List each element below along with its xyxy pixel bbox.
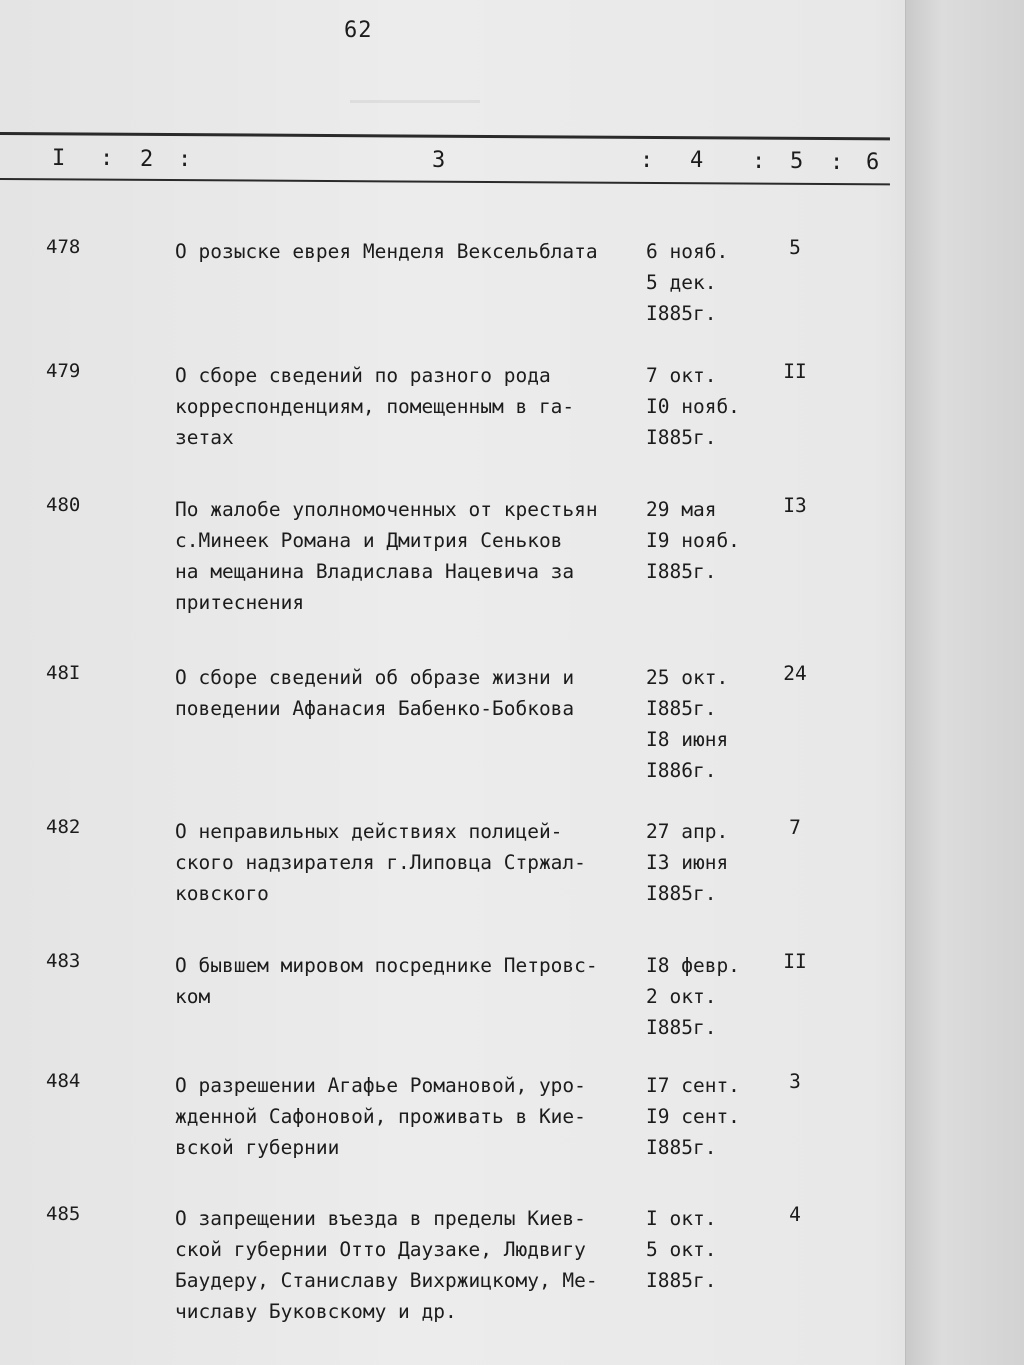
row-title-line: О неправильных действиях полицей- <box>175 820 563 843</box>
column-header-item: 6 <box>866 150 880 175</box>
row-number: 485 <box>46 1203 81 1225</box>
row-number: 484 <box>46 1070 81 1092</box>
row-title-line: поведении Афанасия Бабенко-Бобкова <box>175 697 575 720</box>
row-title-line: О сборе сведений по разного рода <box>175 364 551 387</box>
column-header-item: : <box>830 149 844 175</box>
row-sheet-count: II <box>783 950 807 973</box>
row-dates <box>646 236 766 329</box>
column-header-item: 3 <box>432 147 446 173</box>
bleed-through-mark <box>350 100 480 131</box>
row-title <box>175 494 635 618</box>
row-date-line: I886г. <box>646 759 717 782</box>
row-number: 480 <box>46 494 81 516</box>
row-date-line: 7 окт. <box>646 364 717 387</box>
row-title-line: на мещанина Владислава Нацевича за <box>175 560 575 583</box>
row-dates <box>646 816 766 909</box>
row-title <box>175 1070 635 1163</box>
row-date-line: I885г. <box>646 560 717 583</box>
row-title-line: ского надзирателя г.Липовца Стржал- <box>175 851 586 874</box>
row-date-line: I8 июня <box>646 728 729 751</box>
row-number: 482 <box>46 816 81 838</box>
row-sheet-count: 24 <box>783 662 807 685</box>
row-date-line: 29 мая <box>646 498 717 521</box>
row-date-line: 25 окт. <box>646 666 729 689</box>
header-rule-bottom <box>0 178 890 185</box>
row-title-line: По жалобе уполномоченных от крестьян <box>175 498 598 521</box>
row-date-line: 27 апр. <box>646 820 729 843</box>
column-header-item: : <box>640 148 654 173</box>
row-date-line: I885г. <box>646 302 717 325</box>
row-date-line: I885г. <box>646 1016 717 1039</box>
row-title-line: О розыске еврея Менделя Вексельблата <box>175 240 598 263</box>
column-header-row <box>0 146 900 176</box>
row-title-line: ком <box>175 985 211 1008</box>
row-date-line: I9 нояб. <box>646 529 740 552</box>
column-header-item: 2 <box>140 146 154 172</box>
row-date-line: I8 февр. <box>646 954 740 977</box>
row-title-line: корреспонденциям, помещенным в га- <box>175 395 575 418</box>
row-title-line: Баудеру, Станиславу Вихржицкому, Ме- <box>175 1269 598 1292</box>
row-number: 479 <box>46 360 81 382</box>
row-date-line: I9 сент. <box>646 1105 740 1128</box>
row-dates <box>646 950 766 1043</box>
row-sheet-count: I3 <box>783 494 807 517</box>
row-date-line: I885г. <box>646 882 717 905</box>
row-title-line: О сборе сведений об образе жизни и <box>175 666 575 689</box>
column-header-item: : <box>100 146 114 172</box>
column-header-item: 4 <box>690 148 704 174</box>
row-dates <box>646 1203 766 1296</box>
row-title-line: ской губернии Отто Даузаке, Людвигу <box>175 1238 586 1261</box>
row-sheet-count: II <box>783 360 807 383</box>
row-title-line: О бывшем мировом посреднике Петровс- <box>175 954 598 977</box>
row-title <box>175 816 635 909</box>
row-title <box>175 662 635 724</box>
row-sheet-count: 5 <box>789 236 801 259</box>
column-header-item: I <box>52 146 66 171</box>
row-title-line: вской губернии <box>175 1136 340 1159</box>
row-date-line: I885г. <box>646 697 717 720</box>
row-sheet-count: 3 <box>789 1070 801 1093</box>
underlying-page-edge <box>905 0 1024 1365</box>
row-date-line: 6 нояб. <box>646 240 729 263</box>
page-number: 62 <box>344 18 373 43</box>
row-title <box>175 950 635 1012</box>
row-title <box>175 360 635 453</box>
row-date-line: I окт. <box>646 1207 717 1230</box>
row-dates <box>646 494 766 587</box>
row-date-line: I885г. <box>646 1136 717 1159</box>
row-title-line: с.Минеек Романа и Дмитрия Сеньков <box>175 529 563 552</box>
row-dates <box>646 360 766 453</box>
row-title-line: жденной Сафоновой, проживать в Кие- <box>175 1105 586 1128</box>
row-title <box>175 1203 635 1327</box>
row-title-line: ковского <box>175 882 269 905</box>
row-sheet-count: 4 <box>789 1203 801 1226</box>
row-date-line: 5 дек. <box>646 271 717 294</box>
row-dates <box>646 662 766 786</box>
row-number: 48I <box>46 662 81 684</box>
row-title-line: О запрещении въезда в пределы Киев- <box>175 1207 586 1230</box>
row-sheet-count: 7 <box>789 816 801 839</box>
row-number: 483 <box>46 950 81 972</box>
row-title-line: числаву Буковскому и др. <box>175 1300 457 1323</box>
column-header-item: : <box>752 148 766 174</box>
row-number: 478 <box>46 236 81 258</box>
row-date-line: I3 июня <box>646 851 729 874</box>
row-date-line: 2 окт. <box>646 985 717 1008</box>
row-date-line: I885г. <box>646 426 717 449</box>
row-dates <box>646 1070 766 1163</box>
row-title-line: О разрешении Агафье Романовой, уро- <box>175 1074 586 1097</box>
row-title <box>175 236 635 267</box>
row-date-line: I7 сент. <box>646 1074 740 1097</box>
row-date-line: 5 окт. <box>646 1238 717 1261</box>
row-date-line: I885г. <box>646 1269 717 1292</box>
row-title-line: притеснения <box>175 591 305 614</box>
column-header-item: : <box>178 147 192 173</box>
header-rule-top <box>0 132 890 140</box>
row-title-line: зетах <box>175 426 234 449</box>
row-date-line: I0 нояб. <box>646 395 740 418</box>
column-header-item: 5 <box>790 149 804 175</box>
